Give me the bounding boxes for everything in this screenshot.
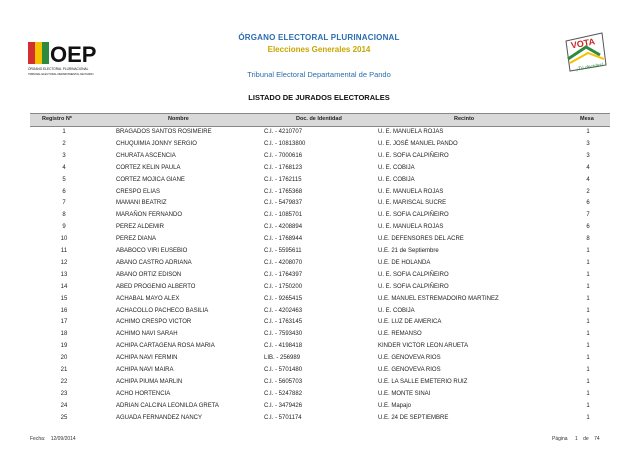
row-nombre: ABED PROGENIO ALBERTO bbox=[116, 283, 196, 290]
table-row bbox=[30, 307, 610, 318]
row-doc: C.I. - 3479426 bbox=[264, 402, 303, 409]
row-mesa: 4 bbox=[586, 176, 590, 183]
row-doc: C.I. - 1764397 bbox=[264, 271, 303, 278]
row-nombre: ACHIMO CRESPO VICTOR bbox=[116, 319, 192, 326]
row-registro: 21 bbox=[60, 367, 68, 373]
row-recinto: U.E. LUZ DE AMERICA bbox=[378, 319, 442, 326]
row-nombre: MARAÑON FERNANDO bbox=[116, 212, 183, 219]
row-nombre: MAMANI BEATRIZ bbox=[116, 200, 167, 207]
row-recinto: U. E. MANUELA ROJAS bbox=[378, 129, 444, 135]
row-registro: 14 bbox=[60, 283, 68, 290]
row-doc: C.I. - 10813800 bbox=[264, 140, 306, 147]
row-mesa: 1 bbox=[586, 367, 590, 373]
row-mesa: 6 bbox=[586, 200, 590, 207]
row-recinto: U. E. MARISCAL SUCRE bbox=[378, 200, 447, 207]
row-registro: 23 bbox=[60, 390, 68, 397]
table-row bbox=[30, 414, 610, 425]
row-recinto: U.E. GENOVEVA RIOS bbox=[378, 367, 441, 373]
row-doc: LIB. - 256989 bbox=[264, 355, 301, 362]
row-mesa: 3 bbox=[586, 140, 590, 147]
table-header bbox=[30, 113, 610, 127]
row-doc: C.I. - 5479837 bbox=[264, 200, 303, 207]
row-doc: C.I. - 5247882 bbox=[264, 390, 303, 397]
row-recinto: KINDER VICTOR LEON ARUETA bbox=[378, 343, 469, 350]
row-mesa: 1 bbox=[586, 129, 590, 135]
row-nombre: ADRIAN CALCINA LEONILDA GRETA bbox=[116, 402, 219, 409]
table-row bbox=[30, 223, 610, 234]
row-mesa: 8 bbox=[586, 236, 590, 243]
row-registro: 18 bbox=[60, 331, 68, 338]
col-nombre: Nombre bbox=[168, 116, 189, 122]
row-recinto: U.E. REMANSO bbox=[378, 331, 422, 338]
row-mesa: 7 bbox=[586, 212, 590, 219]
row-registro: 1 bbox=[62, 129, 66, 135]
page-sep: de bbox=[583, 436, 589, 442]
table-row bbox=[30, 164, 610, 175]
row-nombre: AGUADA FERNANDEZ NANCY bbox=[116, 414, 203, 421]
table-row bbox=[30, 318, 610, 329]
table-row bbox=[30, 402, 610, 413]
row-registro: 11 bbox=[60, 248, 68, 254]
row-nombre: ACHIPA NAVI FERMIN bbox=[116, 355, 178, 362]
row-nombre: CORTEZ MOJICA GIANE bbox=[116, 176, 185, 183]
table-row bbox=[30, 199, 610, 210]
row-recinto: U.E. DEFENSORES DEL ACRE bbox=[378, 236, 464, 243]
row-registro: 2 bbox=[62, 140, 66, 147]
footer-pagination bbox=[552, 436, 600, 442]
tribunal-title: Tribunal Electoral Departamental de Pando bbox=[247, 70, 391, 79]
row-recinto: U. E. JOSÉ MANUEL PANDO bbox=[378, 140, 458, 147]
table-row bbox=[30, 295, 610, 306]
row-recinto: U. E. MANUELA ROJAS bbox=[378, 224, 444, 231]
row-registro: 17 bbox=[60, 319, 68, 326]
row-mesa: 1 bbox=[586, 343, 590, 350]
col-registro: Registro Nº bbox=[42, 116, 72, 122]
row-nombre: ACHO HORTENCIA bbox=[116, 390, 171, 397]
row-mesa: 6 bbox=[586, 224, 590, 231]
row-nombre: ACHACOLLO PACHECO BASILIA bbox=[116, 307, 209, 314]
table-row bbox=[30, 211, 610, 222]
row-recinto: U. E. SOFIA CALPIÑEIRO bbox=[378, 271, 449, 278]
row-recinto: U. E. SOFIA CALPIÑEIRO bbox=[378, 152, 449, 159]
page-current: 1 bbox=[574, 436, 578, 442]
row-recinto: U.E. 21 de Septiembre bbox=[378, 248, 439, 254]
row-doc: C.I. - 1768123 bbox=[264, 164, 303, 171]
page-total: 74 bbox=[594, 436, 600, 442]
page-label: Página bbox=[552, 436, 568, 442]
row-registro: 20 bbox=[60, 355, 68, 362]
table-row bbox=[30, 378, 610, 389]
row-nombre: ABABOCO VIRI EUSEBIO bbox=[116, 248, 188, 254]
row-recinto: U.E. Mapajo bbox=[378, 402, 412, 409]
row-doc: C.I. - 4210707 bbox=[264, 129, 303, 135]
logo-oep-text: OEP bbox=[50, 42, 97, 67]
row-doc: C.I. - 4198418 bbox=[264, 343, 303, 350]
table-row bbox=[30, 128, 610, 139]
row-registro: 3 bbox=[62, 152, 66, 159]
logo-sub-org: ÓRGANO ELECTORAL PLURINACIONAL bbox=[28, 67, 89, 71]
date-value: 12/09/2014 bbox=[50, 436, 76, 442]
row-registro: 8 bbox=[62, 212, 66, 219]
row-nombre: ACHABAL MAYO ALEX bbox=[116, 295, 180, 302]
row-doc: C.I. - 1763145 bbox=[264, 319, 303, 326]
row-doc: C.I. - 1085701 bbox=[264, 212, 303, 219]
row-registro: 19 bbox=[60, 343, 68, 350]
row-nombre: ACHIPA CARTAGENA ROSA MARIA bbox=[116, 343, 215, 350]
row-mesa: 1 bbox=[586, 414, 590, 421]
row-mesa: 4 bbox=[586, 164, 590, 171]
row-recinto: U.E. MANUEL ESTREMADOIRO MARTINEZ bbox=[378, 295, 499, 302]
table-row bbox=[30, 366, 610, 377]
row-doc: C.I. - 5605703 bbox=[264, 378, 303, 385]
col-recinto: Recinto bbox=[454, 116, 475, 122]
row-mesa: 1 bbox=[586, 283, 590, 290]
row-recinto: U. E. MANUELA ROJAS bbox=[378, 188, 444, 195]
row-recinto: U. E. SOFIA CALPIÑEIRO bbox=[378, 283, 449, 290]
row-nombre: CRESPO ELIAS bbox=[116, 188, 161, 195]
row-registro: 25 bbox=[60, 414, 68, 421]
row-recinto: U.E. GENOVEVA RIOS bbox=[378, 355, 441, 362]
election-title: Elecciones Generales 2014 bbox=[267, 45, 371, 54]
row-nombre: ABANO ORTIZ EDISON bbox=[116, 271, 182, 278]
row-doc: C.I. - 7000616 bbox=[264, 152, 303, 159]
row-mesa: 1 bbox=[586, 271, 590, 278]
row-mesa: 1 bbox=[586, 378, 590, 385]
row-nombre: ACHIMO NAVI SARAH bbox=[116, 331, 178, 338]
logo-sub-tribunal: TRIBUNAL ELECTORAL DEPARTAMENTAL DE PANDO bbox=[28, 73, 94, 76]
footer-date bbox=[30, 436, 76, 442]
row-recinto: U. E. COBIJA bbox=[378, 176, 415, 183]
row-doc: C.I. - 5595611 bbox=[264, 248, 302, 254]
row-mesa: 1 bbox=[586, 331, 590, 338]
row-recinto: U.E. 24 DE SEPTIEMBRE bbox=[378, 414, 449, 421]
row-registro: 9 bbox=[62, 224, 66, 231]
row-registro: 24 bbox=[60, 402, 68, 409]
row-registro: 10 bbox=[60, 236, 68, 243]
row-recinto: U. E. COBIJA bbox=[378, 307, 415, 314]
row-nombre: ACHIPA NAVI MAIRA bbox=[116, 367, 174, 373]
row-recinto: U. E. SOFIA CALPIÑEIRO bbox=[378, 212, 449, 219]
vota-text: VOTA bbox=[570, 36, 596, 51]
table-row bbox=[30, 271, 610, 282]
row-recinto: U.E. LA SALLE EMETERIO RUIZ bbox=[378, 378, 468, 385]
row-doc: C.I. - 1765368 bbox=[264, 188, 303, 195]
row-registro: 13 bbox=[60, 271, 68, 278]
row-nombre: CHUQUIMIA JONNY SERGIO bbox=[116, 140, 197, 147]
row-doc: C.I. - 4208070 bbox=[264, 259, 303, 266]
row-registro: 5 bbox=[62, 176, 66, 183]
row-registro: 6 bbox=[62, 188, 66, 195]
row-recinto: U.E. DE HOLANDA bbox=[378, 259, 431, 266]
table-row bbox=[30, 235, 610, 246]
table-row bbox=[30, 330, 610, 341]
table-row bbox=[30, 390, 610, 401]
table-row bbox=[30, 354, 610, 365]
table-row bbox=[30, 176, 610, 187]
row-doc: C.I. - 7593430 bbox=[264, 331, 303, 338]
row-mesa: 2 bbox=[586, 188, 590, 195]
table-row bbox=[30, 247, 610, 258]
row-mesa: 1 bbox=[586, 319, 590, 326]
row-registro: 22 bbox=[60, 378, 68, 385]
row-mesa: 1 bbox=[586, 248, 590, 254]
row-nombre: CORTEZ KELIN PAULA bbox=[116, 164, 181, 171]
row-nombre: CHURATA ASCENCIA bbox=[116, 152, 176, 159]
row-recinto: U. E. COBIJA bbox=[378, 164, 415, 171]
table-row bbox=[30, 152, 610, 163]
col-mesa: Mesa bbox=[580, 116, 594, 122]
row-nombre: ACHIPA PIUMA MARLIN bbox=[116, 378, 183, 385]
row-doc: C.I. - 5701480 bbox=[264, 367, 303, 373]
row-doc: C.I. - 1750200 bbox=[264, 283, 303, 290]
row-doc: C.I. - 4202463 bbox=[264, 307, 303, 314]
table-row bbox=[30, 188, 610, 199]
row-registro: 16 bbox=[60, 307, 68, 314]
row-nombre: BRAGADOS SANTOS ROSIMEIRE bbox=[116, 129, 212, 135]
table-row bbox=[30, 140, 610, 151]
row-recinto: U.E. MONTE SINAI bbox=[378, 390, 431, 397]
org-title: ÓRGANO ELECTORAL PLURINACIONAL bbox=[238, 33, 400, 42]
row-nombre: PEREZ DIANA bbox=[116, 236, 157, 243]
row-registro: 12 bbox=[60, 259, 68, 266]
row-doc: C.I. - 9265415 bbox=[264, 295, 303, 302]
list-title: LISTADO DE JURADOS ELECTORALES bbox=[248, 93, 390, 102]
row-mesa: 1 bbox=[586, 307, 590, 314]
row-registro: 7 bbox=[62, 200, 66, 207]
row-mesa: 1 bbox=[586, 355, 590, 362]
col-doc: Doc. de Identidad bbox=[296, 116, 342, 122]
table-row bbox=[30, 342, 610, 353]
row-doc: C.I. - 4208894 bbox=[264, 224, 303, 231]
table-row bbox=[30, 283, 610, 294]
row-doc: C.I. - 5701174 bbox=[264, 414, 302, 421]
row-mesa: 1 bbox=[586, 295, 590, 302]
row-nombre: ABANO CASTRO ADRIANA bbox=[116, 259, 192, 266]
vota-slogan: ¡Tú decides! bbox=[575, 61, 604, 73]
row-mesa: 3 bbox=[586, 152, 590, 159]
table-row bbox=[30, 259, 610, 270]
row-mesa: 1 bbox=[586, 402, 590, 409]
row-registro: 4 bbox=[62, 164, 66, 171]
row-registro: 15 bbox=[60, 295, 68, 302]
row-nombre: PEREZ ALDEMIR bbox=[116, 224, 165, 231]
row-doc: C.I. - 1768944 bbox=[264, 236, 303, 243]
date-label: Fecha: bbox=[30, 436, 46, 442]
row-doc: C.I. - 1762115 bbox=[264, 176, 302, 183]
row-mesa: 1 bbox=[586, 390, 590, 397]
row-mesa: 1 bbox=[586, 259, 590, 266]
